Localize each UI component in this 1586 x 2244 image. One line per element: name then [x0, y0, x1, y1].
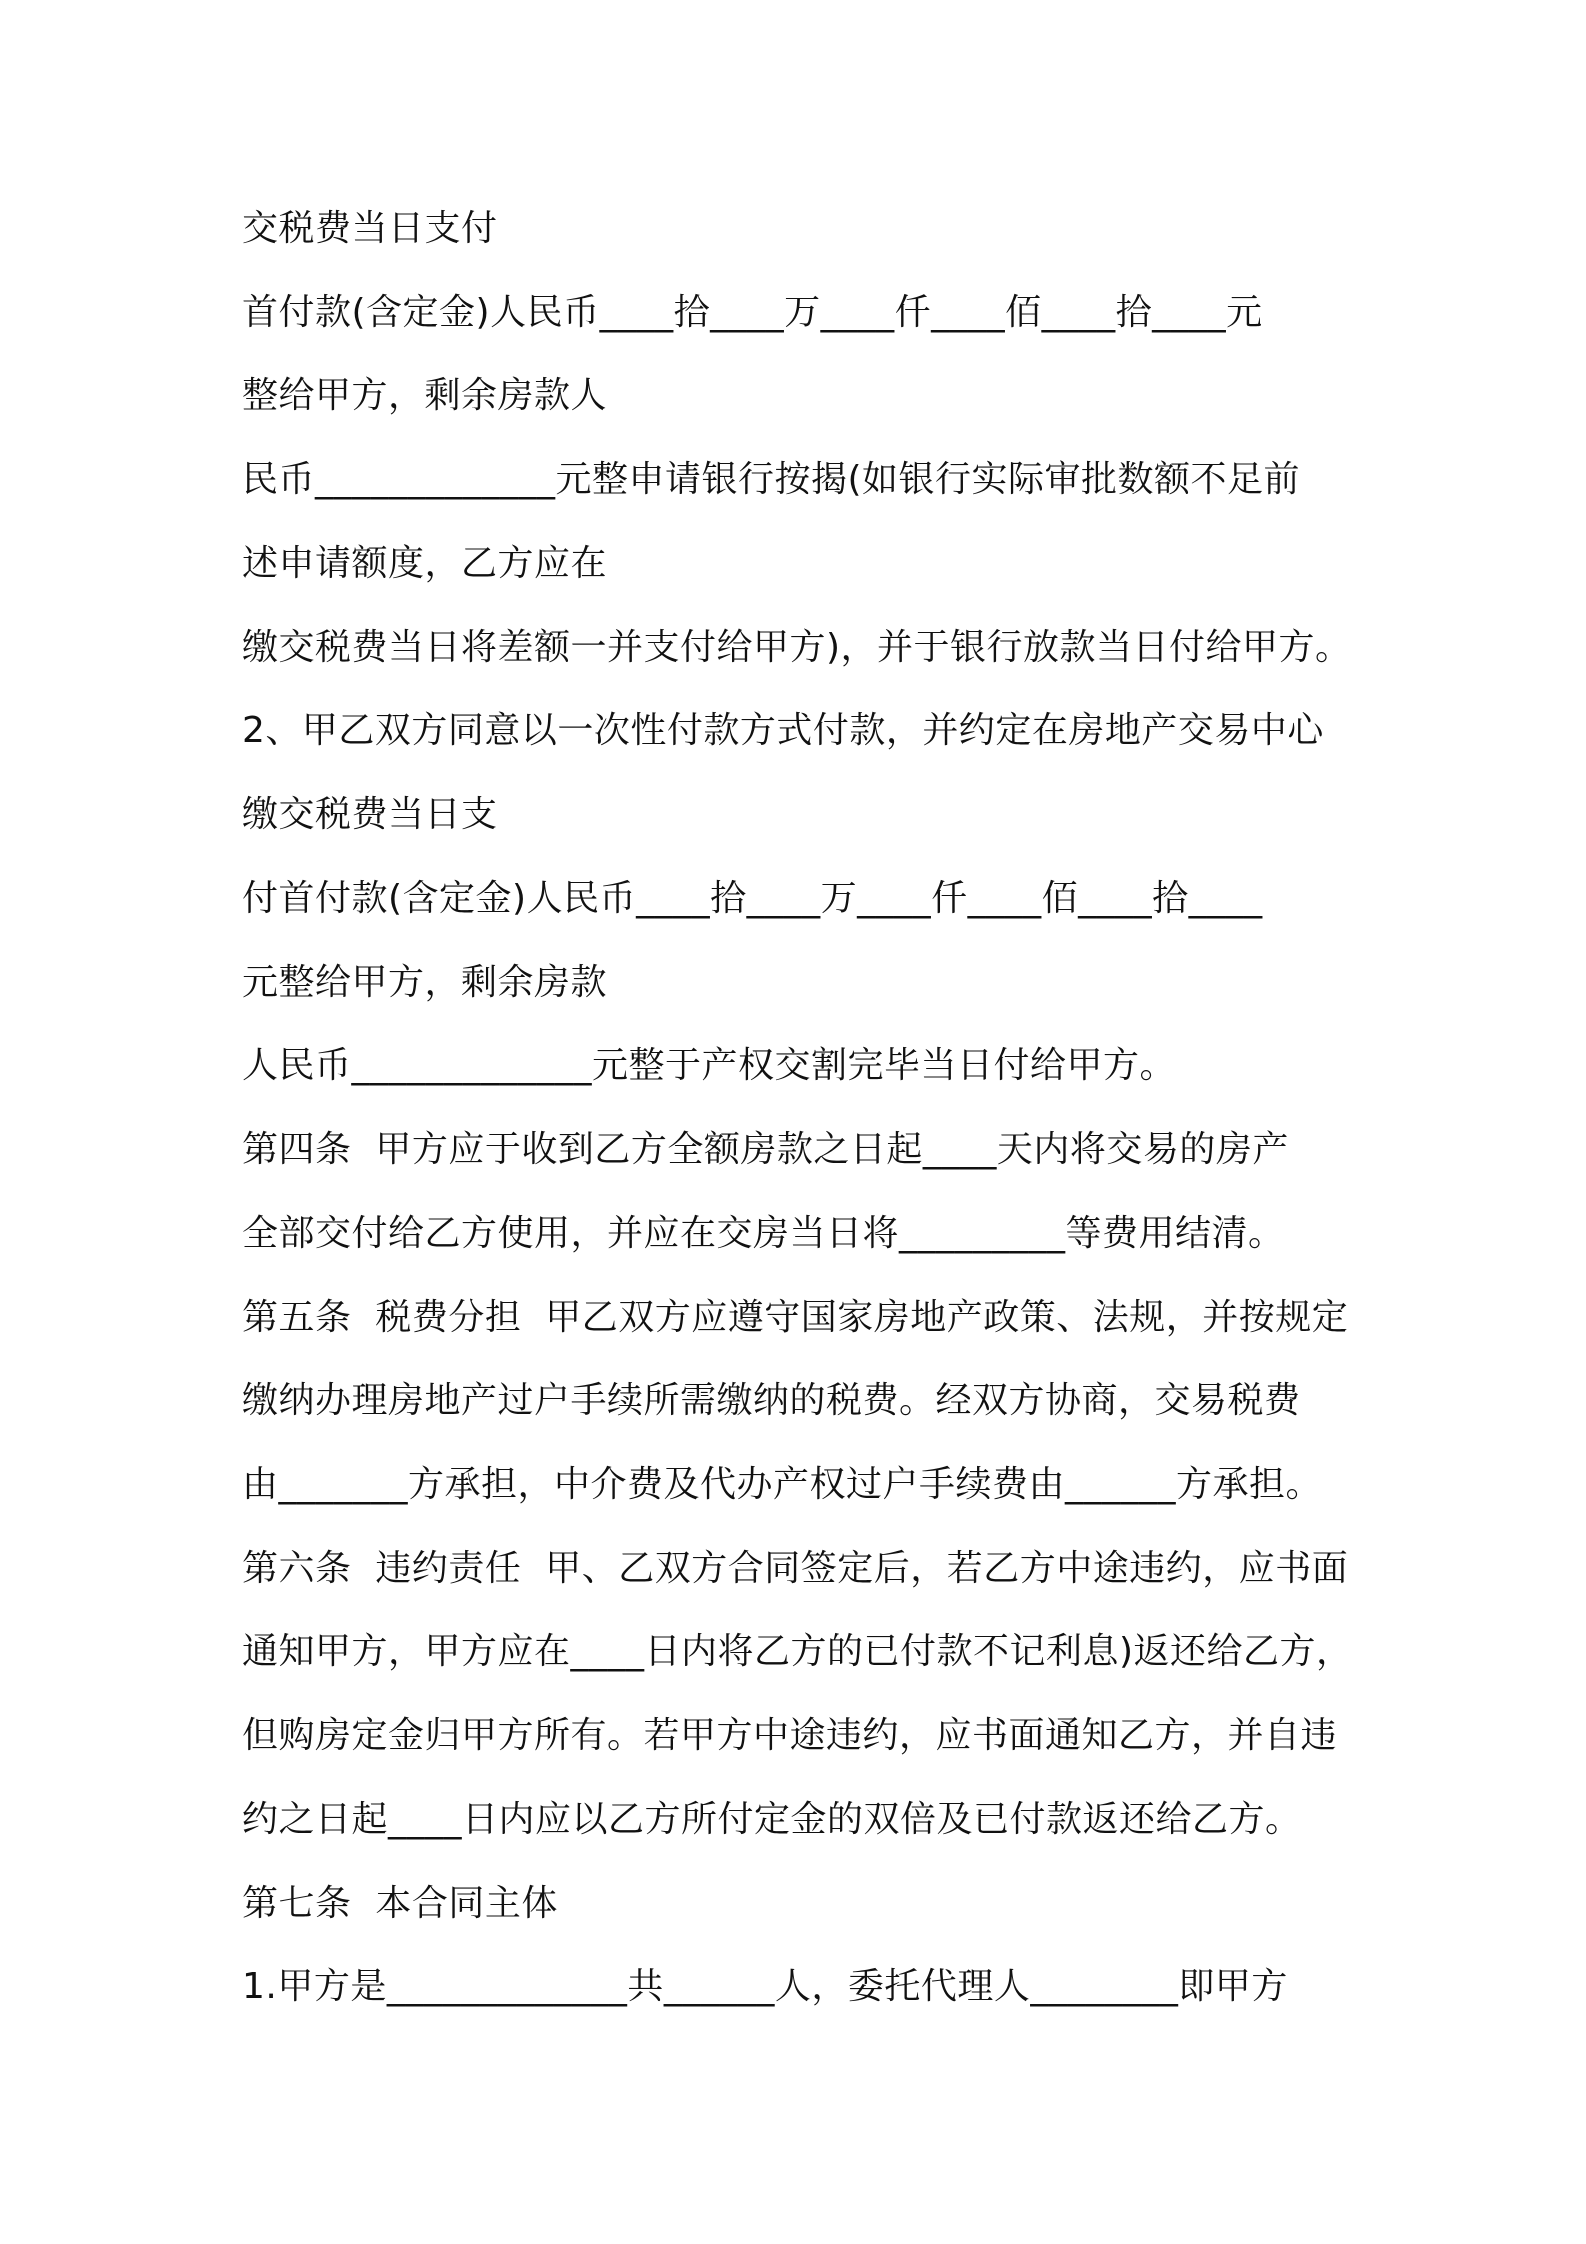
text-line: 1.甲方是_____________共______人，委托代理人________即甲方: [242, 1966, 1288, 2007]
text-line: 但购房定金归甲方所有。若甲方中途违约，应书面通知乙方，并自违: [242, 1715, 1338, 1756]
text-line: 第七条 本合同主体: [242, 1883, 558, 1924]
text-line: 通知甲方，甲方应在____日内将乙方的已付款不记利息)返还给乙方，: [242, 1631, 1353, 1672]
text-line: 付首付款(含定金)人民币____拾____万____仟____佰____拾____: [242, 878, 1263, 919]
text-line: 交税费当日支付: [242, 208, 498, 249]
text-line: 缴纳办理房地产过户手续所需缴纳的税费。经双方协商，交易税费: [242, 1380, 1301, 1421]
text-line: 人民币_____________元整于产权交割完毕当日付给甲方。: [242, 1045, 1177, 1086]
text-line: 全部交付给乙方使用，并应在交房当日将_________等费用结清。: [242, 1213, 1285, 1254]
text-line: 述申请额度，乙方应在: [242, 543, 608, 584]
text-line: 第五条 税费分担 甲乙双方应遵守国家房地产政策、法规，并按规定: [242, 1297, 1349, 1338]
text-line: 缴交税费当日将差额一并支付给甲方)，并于银行放款当日付给甲方。: [242, 627, 1352, 668]
text-line: 2、甲乙双方同意以一次性付款方式付款，并约定在房地产交易中心: [242, 710, 1324, 751]
text-line: 第四条 甲方应于收到乙方全额房款之日起____天内将交易的房产: [242, 1129, 1289, 1170]
text-line: 元整给甲方，剩余房款: [242, 962, 608, 1003]
text-line: 第六条 违约责任 甲、乙双方合同签定后，若乙方中途违约，应书面: [242, 1548, 1349, 1589]
text-line: 整给甲方，剩余房款人: [242, 375, 608, 416]
text-line: 首付款(含定金)人民币____拾____万____仟____佰____拾____元: [242, 292, 1263, 333]
text-line: 由_______方承担，中介费及代办产权过户手续费由______方承担。: [242, 1464, 1323, 1505]
text-line: 缴交税费当日支: [242, 794, 498, 835]
text-line: 约之日起____日内应以乙方所付定金的双倍及已付款返还给乙方。: [242, 1799, 1302, 1840]
text-line: 民币_____________元整申请银行按揭(如银行实际审批数额不足前: [242, 459, 1301, 500]
